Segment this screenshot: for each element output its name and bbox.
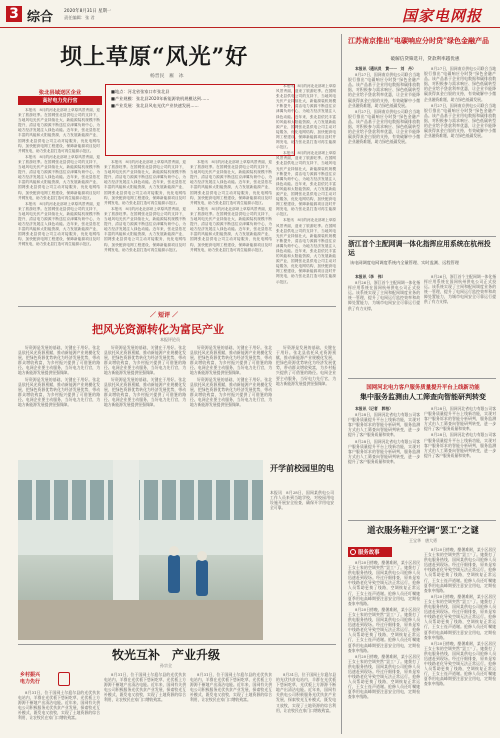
right-lower-subtitle: 集中服务监测由人工筛查向智能研判转变 <box>360 392 486 401</box>
column-byline: 王宝华 唐大勇 <box>409 538 437 543</box>
column-body: 8月20日傍晚，酷暑难耐，某小区居民王女士家的空调突然“罢工”了。她拨打了供电服务热线，国网某供电公司抢修人员迅速赶到现场。经过仔细排查，原来是家中线路老化导致空调无法正常运行。抢修人员帮助更换了线路，空调恢复正常运行，王女士连声道谢。抢修人员还叮嘱她夏季用电高峰期要注意安全用电，定期检查家中线路。 <box>348 560 420 606</box>
bottom-left-col-3 <box>190 672 272 736</box>
photo-window-band <box>18 480 263 520</box>
commentary-col-4 <box>276 345 336 455</box>
right-lower-col-1 <box>348 406 420 516</box>
right-mid-col-1 <box>348 274 420 374</box>
right-top-col-2 <box>424 66 496 231</box>
commentary-col-2 <box>104 345 186 455</box>
right-mid-col-2 <box>424 274 496 374</box>
right-lower-rule <box>348 378 496 379</box>
bottom-left-rule <box>18 644 336 645</box>
right-top-byline: 本报讯（通讯员 黄一一 刘 丹） <box>355 66 416 71</box>
commentary-body: 好资源是发展的基础，关键在于用好。张北县依托风光资源禀赋，推动新能源产业规模化发展，把绿色资源优势转化为经济发展优势，带动群众增收致富，为乡村振兴提供了可借鉴的路径。电网企业要主动服务，当好电力先行官，为地方新能源发展提供坚强保障。 <box>18 345 100 376</box>
commentary-body: 好资源是发展的基础，关键在于用好。张北县依托风光资源禀赋，推动新能源产业规模化发展，把绿色资源优势转化为经济发展优势，带动群众增收致富，为乡村振兴提供了可借鉴的路径。电网企业要主动服务，当好电力先行官，为地方新能源发展提供坚强保障。 <box>18 376 100 408</box>
main-article-body: 本报讯 8月的河北北部坝上草原风景秀丽，迎来了旅游旺季。在国网张北县供电公司的支持下，当地风电光伏产业持续壮大，新能源装机规模不断提升，清洁电力源源不断送往京津冀负荷中心，为地方经济发展注入绿色动能。近年来，张北县依托丰富的风能和太阳能资源，大力发展新能源产业，国网张北县供电公司主动对接服务，优化电网结构，加快配套电网工程建设，保障新能源项目及时并网发电，助力张北县打造可再生能源示范区。 <box>276 218 336 284</box>
page-number: 3 <box>9 6 19 22</box>
column-label-icon <box>350 549 356 555</box>
photo-ground <box>18 600 263 640</box>
main-article-body: 本报讯 8月的河北北部坝上草原风景秀丽，迎来了旅游旺季。在国网张北县供电公司的支持下，当地风电光伏产业持续壮大，新能源装机规模不断提升，清洁电力源源不断送往京津冀负荷中心，为地方经济发展注入绿色动能。近年来，张北县依托丰富的风能和太阳能资源，大力发展新能源产业，国网张北县供电公司主动对接服务，优化电网结构，加快配套电网工程建设，保障新能源项目及时并网发电，助力张北县打造可再生能源示范区。 <box>18 108 100 153</box>
main-article-body: 本报讯 8月的河北北部坝上草原风景秀丽，迎来了旅游旺季。在国网张北县供电公司的支持下，当地风电光伏产业持续壮大，新能源装机规模不断提升，清洁电力源源不断送往京津冀负荷中心，为地方经济发展注入绿色动能。近年来，张北县依托丰富的风能和太阳能资源，大力发展新能源产业，国网张北县供电公司主动对接服务，优化电网结构，加快配套电网工程建设，保障新能源项目及时并网发电，助力张北县打造可再生能源示范区。 <box>104 160 186 205</box>
commentary-byline: 本报评论员 <box>160 337 180 342</box>
column-title: 道衣服务鞋开空调“罢工”之谜 <box>367 526 479 536</box>
column-body: 8月20日傍晚，酷暑难耐，某小区居民王女士家的空调突然“罢工”了。她拨打了供电服务热线，国网某供电公司抢修人员迅速赶到现场。经过仔细排查，原来是家中线路老化导致空调无法正常运行。抢修人员帮助更换了线路，空调恢复正常运行，王女士连声道谢。抢修人员还叮嘱她夏季用电高峰期要注意安全用电，定期检查家中线路。 <box>424 547 496 593</box>
right-top-body: 8月27日，国网南京供电公司联合当地银行推出“电碳响应分时贷”绿色金融产品。该产品基于企业用电数据和碳排放数据，对积极参与需求响应、绿色低碳转型的企业给予贷款利率优惠，让企业节能降碳获得真金白银的支持，有效破解中小微企业融资难题，助力绿色低碳发展。 <box>424 102 496 139</box>
right-lower-body: 8月28日，国网河北省电力有限公司客户服务质量提升平台上线新功能，实现对客户服务诉求的智能分析研判，服务监测方式由人工筛查向智能研判转变，进一步提升了客户服务质量和效率。 <box>348 438 420 464</box>
main-info-box <box>105 84 295 156</box>
bottom-left-col-4 <box>276 672 336 736</box>
school-photo <box>18 460 263 640</box>
main-article-body: 本报讯 8月的河北北部坝上草原风景秀丽，迎来了旅游旺季。在国网张北县供电公司的支持下，当地风电光伏产业持续壮大，新能源装机规模不断提升，清洁电力源源不断送往京津冀负荷中心，为地方经济发展注入绿色动能。近年来，张北县依托丰富的风能和太阳能资源，大力发展新能源产业，国网张北县供电公司主动对接服务，优化电网结构，加快配套电网工程建设，保障新能源项目及时并网发电，助力张北县打造可再生能源示范区。 <box>104 206 186 252</box>
photo-caption-body: 本报讯 8月28日，国网某供电公司工作人员来到当地学校，对校园用电设施开展安全检查，确保开学用电安全可靠。 <box>270 490 334 511</box>
main-article-col-2 <box>104 160 186 303</box>
page-header <box>0 0 500 28</box>
middle-divider <box>18 306 336 307</box>
column-body: 8月20日傍晚，酷暑难耐，某小区居民王女士家的空调突然“罢工”了。她拨打了供电服务热线，国网某供电公司抢修人员迅速赶到现场。经过仔细排查，原来是家中线路老化导致空调无法正常运行。抢修人员帮助更换了线路，空调恢复正常运行，王女士连声道谢。抢修人员还叮嘱她夏季用电高峰期要注意安全用电，定期检查家中线路。 <box>348 653 420 700</box>
right-lower-body: 8月28日，国网河北省电力有限公司客户服务质量提升平台上线新功能，实现对客户服务诉求的智能分析研判，服务监测方式由人工筛查向智能研判转变，进一步提升了客户服务质量和效率。 <box>424 432 496 458</box>
right-mid-title: 浙江首个主配网调一体化指挥应用系统在杭州投运 <box>348 240 491 257</box>
main-article-title: 坝上草原“风光”好 <box>60 44 249 70</box>
commentary-body: 好资源是发展的基础，关键在于用好。张北县依托风光资源禀赋，推动新能源产业规模化发展，把绿色资源优势转化为经济发展优势，带动群众增收致富，为乡村振兴提供了可借鉴的路径。电网企业要主动服务，当好电力先行官，为地方新能源发展提供坚强保障。 <box>104 345 186 376</box>
right-lower-byline: 本报讯（记者 郭柏） <box>355 406 393 411</box>
right-top-body: 8月27日，国网南京供电公司联合当地银行推出“电碳响应分时贷”绿色金融产品。该产品基于企业用电数据和碳排放数据，对积极参与需求响应、绿色低碳转型的企业给予贷款利率优惠，让企业节能降碳获得真金白银的支持，有效破解中小微企业融资难题，助力绿色低碳发展。 <box>348 108 420 145</box>
commentary-body: 好资源是发展的基础，关键在于用好。张北县依托风光资源禀赋，推动新能源产业规模化发展，把绿色资源优势转化为经济发展优势，带动群众增收致富，为乡村振兴提供了可借鉴的路径。电网企业要主动服务，当好电力先行官，为地方新能源发展提供坚强保障。 <box>190 345 272 376</box>
right-lower-body: 8月28日，国网河北省电力有限公司客户服务质量提升平台上线新功能，实现对客户服务诉求的智能分析研判，服务监测方式由人工筛查向智能研判转变，进一步提升了客户服务质量和效率。 <box>424 406 496 432</box>
main-article-body: 本报讯 8月的河北北部坝上草原风景秀丽，迎来了旅游旺季。在国网张北县供电公司的支持下，当地风电光伏产业持续壮大，新能源装机规模不断提升，清洁电力源源不断送往京津冀负荷中心，为地方经济发展注入绿色动能。近年来，张北县依托丰富的风能和太阳能资源，大力发展新能源产业，国网张北县供电公司主动对接服务，优化电网结构，加快配套电网工程建设，保障新能源项目及时并网发电，助力张北县打造可再生能源示范区。 <box>276 84 336 150</box>
column-col-2 <box>424 547 496 735</box>
right-mid-body: 8月26日，浙江首个主配网调一体化指挥应用系统在国网杭州供电公司正式投运。该系统实现了主网和配网调度业务的统一管理，提升了电网运行监控效率和故障处置能力，为城市电网安全可靠运行提供了有力支撑。 <box>424 274 496 305</box>
main-kicker: 张北县域送区企业 <box>38 90 82 96</box>
photo-caption-box <box>268 460 336 640</box>
main-article-body: 本报讯 8月的河北北部坝上草原风景秀丽，迎来了旅游旺季。在国网张北县供电公司的支持下，当地风电光伏产业持续壮大，新能源装机规模不断提升，清洁电力源源不断送往京津冀负荷中心，为地方经济发展注入绿色动能。近年来，张北县依托丰富的风能和太阳能资源，大力发展新能源产业，国网张北县供电公司主动对接服务，优化电网结构，加快配套电网工程建设，保障新能源项目及时并网发电，助力张北县打造可再生能源示范区。 <box>18 154 100 200</box>
commentary-col-1 <box>18 345 100 455</box>
right-mid-body: 8月26日，浙江首个主配网调一体化指挥应用系统在国网杭州供电公司正式投运。该系统实现了主网和配网调度业务的统一管理，提升了电网运行监控效率和故障处置能力，为城市电网安全可靠运行提供了有力支撑。 <box>348 280 420 311</box>
right-mid-rule <box>348 236 496 237</box>
header-rule <box>0 27 500 28</box>
main-kicker-2: 高好电力先行官 <box>42 98 78 104</box>
date-line: 2020年8月31日 星期一 <box>64 9 112 14</box>
photo-worker <box>196 560 208 596</box>
column-divider <box>341 34 342 734</box>
bottom-left-body: 8月31日，位于国网土尔扈尔县的光伏扶贫电站内，羊群在光伏板下悠闲吃草，光伏板上方源源不断地产出清洁电能。近年来，国网有关供电公司积极服务光伏扶贫产业发展，探索牧光互补模式，既发电又放牧，实现了土地资源的综合利用，让农牧民在家门口增收致富。 <box>104 672 186 703</box>
photo-caption-title: 开学前校园里的电 <box>270 463 334 473</box>
masthead-brand: 国家电网报 <box>401 7 482 25</box>
commentary-title: 把风光资源转化为富民产业 <box>92 323 224 336</box>
section-name: 综合 <box>27 10 54 25</box>
bottom-left-body: 8月31日，位于国网土尔扈尔县的光伏扶贫电站内，羊群在光伏板下悠闲吃草，光伏板上方源源不断地产出清洁电能。近年来，国网有关供电公司积极服务光伏扶贫产业发展，探索牧光互补模式，既发电又放牧，实现了土地资源的综合利用，让农牧民在家门口增收致富。 <box>276 672 336 713</box>
column-body: 8月20日傍晚，酷暑难耐，某小区居民王女士家的空调突然“罢工”了。她拨打了供电服务热线，国网某供电公司抢修人员迅速赶到现场。经过仔细排查，原来是家中线路老化导致空调无法正常运行。抢修人员帮助更换了线路，空调恢复正常运行，王女士连声道谢。抢修人员还叮嘱她夏季用电高峰期要注意安全用电，定期检查家中线路。 <box>424 593 496 640</box>
bottom-left-title: 牧光互补 产业升级 <box>112 648 221 662</box>
main-article-body: 本报讯 8月的河北北部坝上草原风景秀丽，迎来了旅游旺季。在国网张北县供电公司的支持下，当地风电光伏产业持续壮大，新能源装机规模不断提升，清洁电力源源不断送往京津冀负荷中心，为地方经济发展注入绿色动能。近年来，张北县依托丰富的风能和太阳能资源，大力发展新能源产业，国网张北县供电公司主动对接服务，优化电网结构，加快配套电网工程建设，保障新能源项目及时并网发电，助力张北县打造可再生能源示范区。 <box>190 160 272 205</box>
right-lower-body: 8月28日，国网河北省电力有限公司客户服务质量提升平台上线新功能，实现对客户服务诉求的智能分析研判，服务监测方式由人工筛查向智能研判转变，进一步提升了客户服务质量和效率。 <box>348 412 420 438</box>
right-mid-subtitle: 该电网调度电网调度系统内全量管理、实时监测、远程管理 <box>350 260 459 265</box>
right-top-col-1 <box>348 66 420 231</box>
commentary-body: 好资源是发展的基础，关键在于用好。张北县依托风光资源禀赋，推动新能源产业规模化发展，把绿色资源优势转化为经济发展优势，带动群众增收致富，为乡村振兴提供了可借鉴的路径。电网企业要主动服务，当好电力先行官，为地方新能源发展提供坚强保障。 <box>276 345 336 386</box>
commentary-kicker: ／ 短评 ／ <box>150 312 179 319</box>
right-lower-col-2 <box>424 406 496 516</box>
right-mid-byline: 本报讯（李 伟） <box>355 274 386 279</box>
commentary-col-3 <box>190 345 272 455</box>
main-article-body: 本报讯 8月的河北北部坝上草原风景秀丽，迎来了旅游旺季。在国网张北县供电公司的支持下，当地风电光伏产业持续壮大，新能源装机规模不断提升，清洁电力源源不断送往京津冀负荷中心，为地方经济发展注入绿色动能。近年来，张北县依托丰富的风能和太阳能资源，大力发展新能源产业，国网张北县供电公司主动对接服务，优化电网结构，加快配套电网工程建设，保障新能源项目及时并网发电，助力张北县打造可再生能源示范区。 <box>18 201 100 247</box>
right-lower-title: 国网河北电力客户服务质量提升平台上线新功能 <box>366 385 480 391</box>
main-article-col-1 <box>18 108 100 303</box>
column-label: 服务故事 <box>358 550 380 556</box>
bottom-left-byline: 孙宗全 <box>160 663 172 668</box>
right-top-body: 8月27日，国网南京供电公司联合当地银行推出“电碳响应分时贷”绿色金融产品。该产品基于企业用电数据和碳排放数据，对积极参与需求响应、绿色低碳转型的企业给予贷款利率优惠，让企业节能降碳获得真金白银的支持，有效破解中小微企业融资难题，助力绿色低碳发展。 <box>348 72 420 108</box>
right-top-subtitle: 破解信贷筛选开，贷款利率越优惠 <box>390 57 460 62</box>
bottom-left-col-1 <box>18 690 100 736</box>
bottom-left-kicker-icon <box>58 672 70 686</box>
bottom-left-body: 8月31日，位于国网土尔扈尔县的光伏扶贫电站内，羊群在光伏板下悠闲吃草，光伏板上方源源不断地产出清洁电能。近年来，国网有关供电公司积极服务光伏扶贫产业发展，探索牧光互补模式，既发电又放牧，实现了土地资源的综合利用，让农牧民在家门口增收致富。 <box>18 690 100 721</box>
bottom-left-kicker: 乡村振兴 电力先行 <box>20 672 41 685</box>
main-article-body: 本报讯 8月的河北北部坝上草原风景秀丽，迎来了旅游旺季。在国网张北县供电公司的支持下，当地风电光伏产业持续壮大，新能源装机规模不断提升，清洁电力源源不断送往京津冀负荷中心，为地方经济发展注入绿色动能。近年来，张北县依托丰富的风能和太阳能资源，大力发展新能源产业，国网张北县供电公司主动对接服务，优化电网结构，加快配套电网工程建设，保障新能源项目及时并网发电，助力张北县打造可再生能源示范区。 <box>276 151 336 217</box>
bottom-left-body: 8月31日，位于国网土尔扈尔县的光伏扶贫电站内，羊群在光伏板下悠闲吃草，光伏板上方源源不断地产出清洁电能。近年来，国网有关供电公司积极服务光伏扶贫产业发展，探索牧光互补模式，既发电又放牧，实现了土地资源的综合利用，让农牧民在家门口增收致富。 <box>190 672 272 703</box>
main-article-col-4 <box>276 84 336 303</box>
bottom-left-col-2 <box>104 672 186 736</box>
photo-worker-head <box>169 546 179 556</box>
right-top-body: 8月27日，国网南京供电公司联合当地银行推出“电碳响应分时贷”绿色金融产品。该产品基于企业用电数据和碳排放数据，对积极参与需求响应、绿色低碳转型的企业给予贷款利率优惠，让企业节能降碳获得真金白银的支持，有效破解中小微企业融资难题，助力绿色低碳发展。 <box>424 66 496 102</box>
commentary-body: 好资源是发展的基础，关键在于用好。张北县依托风光资源禀赋，推动新能源产业规模化发展，把绿色资源优势转化为经济发展优势，带动群众增收致富，为乡村振兴提供了可借鉴的路径。电网企业要主动服务，当好电力先行官，为地方新能源发展提供坚强保障。 <box>104 376 186 408</box>
right-top-title: 江苏南京推出“电碳响应分时贷”绿色金融产品 <box>348 36 490 45</box>
info-box-line: ■地点：河北省张家口市张北县 <box>111 89 170 94</box>
info-box-line: ■产业发展：张北县风电光伏产业快速发展…… <box>111 103 199 108</box>
column-body: 8月20日傍晚，酷暑难耐，某小区居民王女士家的空调突然“罢工”了。她拨打了供电服务热线，国网某供电公司抢修人员迅速赶到现场。经过仔细排查，原来是家中线路老化导致空调无法正常运行。抢修人员帮助更换了线路，空调恢复正常运行，王女士连声道谢。抢修人员还叮嘱她夏季用电高峰期要注意安全用电，定期检查家中线路。 <box>424 640 496 687</box>
main-article-body: 本报讯 8月的河北北部坝上草原风景秀丽，迎来了旅游旺季。在国网张北县供电公司的支持下，当地风电光伏产业持续壮大，新能源装机规模不断提升，清洁电力源源不断送往京津冀负荷中心，为地方经济发展注入绿色动能。近年来，张北县依托丰富的风能和太阳能资源，大力发展新能源产业，国网张北县供电公司主动对接服务，优化电网结构，加快配套电网工程建设，保障新能源项目及时并网发电，助力张北县打造可再生能源示范区。 <box>190 206 272 252</box>
commentary-body: 好资源是发展的基础，关键在于用好。张北县依托风光资源禀赋，推动新能源产业规模化发展，把绿色资源优势转化为经济发展优势，带动群众增收致富，为乡村振兴提供了可借鉴的路径。电网企业要主动服务，当好电力先行官，为地方新能源发展提供坚强保障。 <box>190 376 272 408</box>
column-body: 8月20日傍晚，酷暑难耐，某小区居民王女士家的空调突然“罢工”了。她拨打了供电服务热线，国网某供电公司抢修人员迅速赶到现场。经过仔细排查，原来是家中线路老化导致空调无法正常运行。抢修人员帮助更换了线路，空调恢复正常运行，王女士连声道谢。抢修人员还叮嘱她夏季用电高峰期要注意安全用电，定期检查家中线路。 <box>348 606 420 653</box>
main-article-byline: 杨晋民 雁 冰 <box>150 74 184 79</box>
main-article-col-3 <box>190 160 272 303</box>
editor-line: 责任编辑：张 君 <box>64 15 95 20</box>
photo-worker <box>168 555 180 593</box>
photo-worker-head <box>197 551 207 561</box>
info-box-line: ■产业规模：张北县2020年新能源装机规模达到…… <box>111 96 210 101</box>
column-col-1 <box>348 560 420 735</box>
column-rule <box>348 520 496 521</box>
